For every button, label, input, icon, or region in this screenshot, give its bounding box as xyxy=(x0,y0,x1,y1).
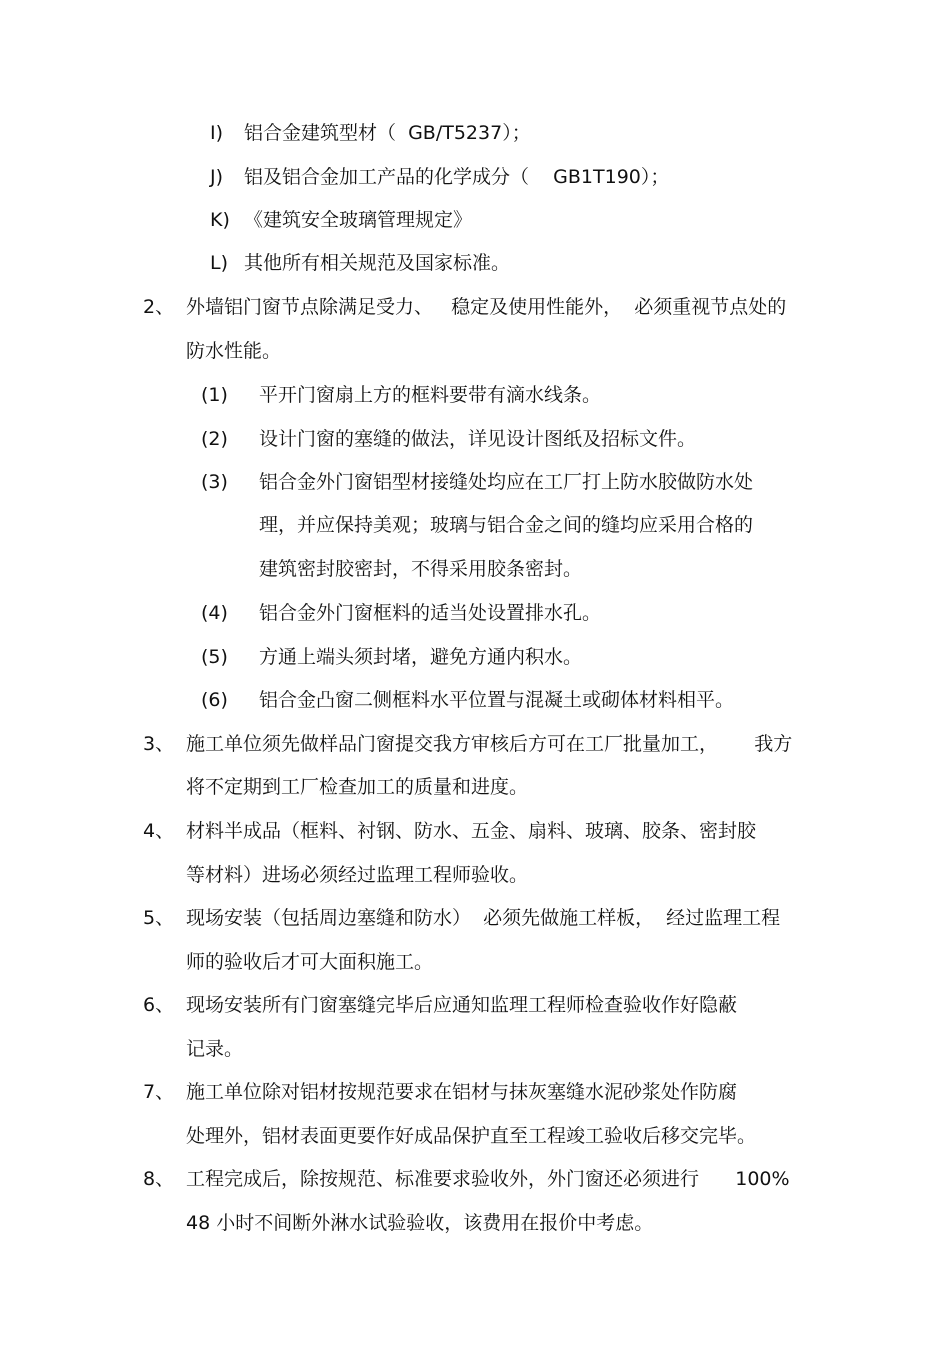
item-number: 3、 xyxy=(143,733,175,755)
paragraph-line: 将不定期到工厂检查加工的质量和进度。 xyxy=(186,776,529,798)
paragraph-line: 施工单位须先做样品门窗提交我方审核后方可在工厂批量加工， 我方 xyxy=(186,733,793,755)
sub-item-text: 建筑密封胶密封，不得采用胶条密封。 xyxy=(259,558,583,580)
item-number: 8、 xyxy=(143,1168,175,1190)
list-item: 铝及铝合金加工产品的化学成分（ GB1T190）； xyxy=(244,166,670,188)
paragraph-line: 记录。 xyxy=(186,1038,244,1060)
item-number: 5、 xyxy=(143,907,175,929)
paragraph-line: 工程完成后，除按规范、标准要求验收外，外门窗还必须进行 100% xyxy=(186,1168,790,1190)
sub-item-label: (6) xyxy=(201,689,228,711)
sub-item-label: (3) xyxy=(201,471,228,493)
list-label: J) xyxy=(210,166,224,188)
list-label: K) xyxy=(210,209,230,231)
sub-item-text: 理，并应保持美观；玻璃与铝合金之间的缝均应采用合格的 xyxy=(259,514,754,536)
list-label: I) xyxy=(210,122,224,144)
list-item: 铝合金建筑型材（ GB/T5237）； xyxy=(244,122,531,144)
sub-item-text: 铝合金外门窗框料的适当处设置排水孔。 xyxy=(259,602,602,624)
list-label: L) xyxy=(210,252,228,274)
paragraph-line: 外墙铝门窗节点除满足受力、 稳定及使用性能外， 必须重视节点处的 xyxy=(186,296,787,318)
paragraph-line: 材料半成品（框料、衬钢、防水、五金、扇料、玻璃、胶条、密封胶 xyxy=(186,820,757,842)
paragraph-line: 等材料）进场必须经过监理工程师验收。 xyxy=(186,864,529,886)
list-item: 其他所有相关规范及国家标准。 xyxy=(244,252,511,274)
item-number: 4、 xyxy=(143,820,175,842)
paragraph-line: 施工单位除对铝材按规范要求在铝材与抹灰塞缝水泥砂浆处作防腐 xyxy=(186,1081,738,1103)
paragraph-line: 48 小时不间断外淋水试验验收，该费用在报价中考虑。 xyxy=(186,1212,654,1234)
sub-item-label: (5) xyxy=(201,646,228,668)
item-number: 7、 xyxy=(143,1081,175,1103)
sub-item-text: 方通上端头须封堵，避免方通内积水。 xyxy=(259,646,583,668)
paragraph-line: 防水性能。 xyxy=(186,340,282,362)
sub-item-label: (2) xyxy=(201,428,228,450)
sub-item-text: 铝合金外门窗铝型材接缝处均应在工厂打上防水胶做防水处 xyxy=(259,471,754,493)
paragraph-line: 现场安装（包括周边塞缝和防水） 必须先做施工样板， 经过监理工程 xyxy=(186,907,781,929)
sub-item-label: (1) xyxy=(201,384,228,406)
paragraph-line: 现场安装所有门窗塞缝完毕后应通知监理工程师检查验收作好隐蔽 xyxy=(186,994,738,1016)
paragraph-line: 处理外，铝材表面更要作好成品保护直至工程竣工验收后移交完毕。 xyxy=(186,1125,757,1147)
sub-item-text: 设计门窗的塞缝的做法，详见设计图纸及招标文件。 xyxy=(259,428,697,450)
sub-item-text: 铝合金凸窗二侧框料水平位置与混凝土或砌体材料相平。 xyxy=(259,689,735,711)
sub-item-text: 平开门窗扇上方的框料要带有滴水线条。 xyxy=(259,384,602,406)
paragraph-line: 师的验收后才可大面积施工。 xyxy=(186,951,434,973)
sub-item-label: (4) xyxy=(201,602,228,624)
list-item: 《建筑安全玻璃管理规定》 xyxy=(244,209,473,231)
item-number: 6、 xyxy=(143,994,175,1016)
item-number: 2、 xyxy=(143,296,175,318)
